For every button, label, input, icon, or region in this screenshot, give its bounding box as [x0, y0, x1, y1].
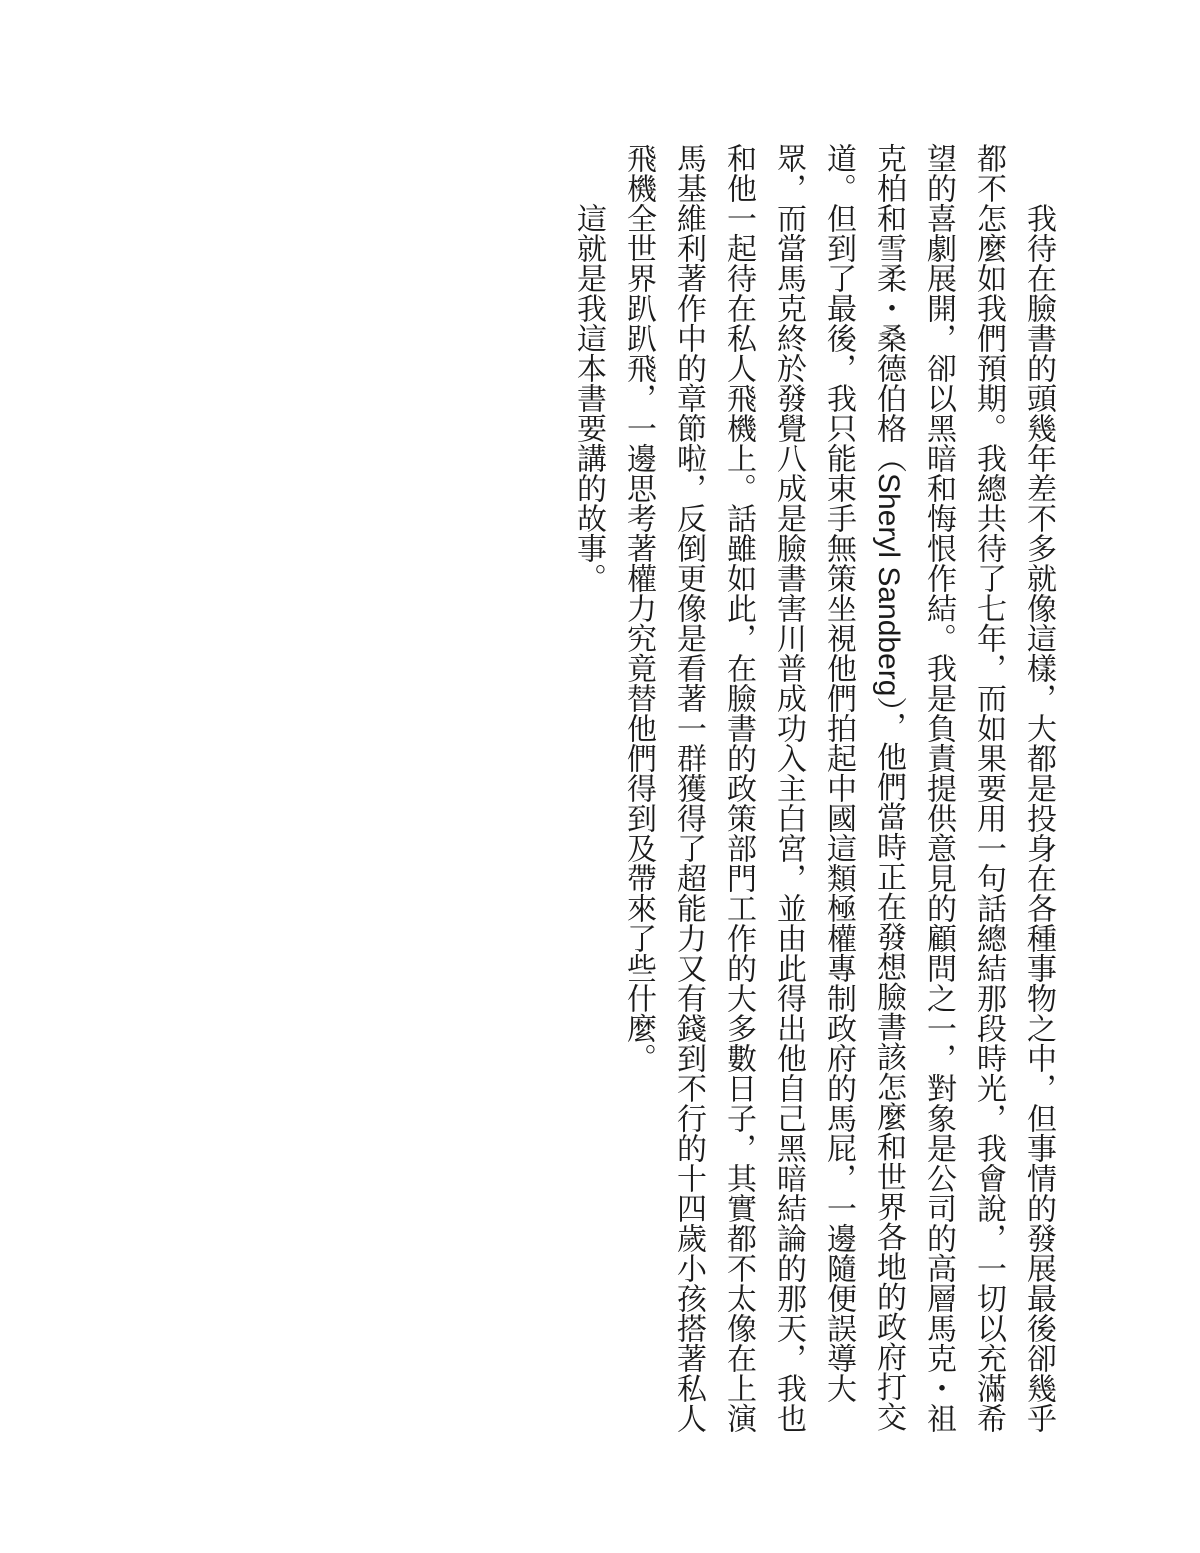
vertical-text-block: [563, 143, 1063, 1433]
closing-paragraph: 這就是我這本書要講的故事。: [572, 203, 605, 593]
body-paragraph: 我待在臉書的頭幾年差不多就像這樣，大都是投身在各種事物之中，但事情的發展最後卻幾乎都不怎麼如我們預期。我總共待了七年，而如果要用一句話總結那段時光，我會說，一切以充滿希望的喜劇展開，卻以黑暗和悔恨作結。我是負責提供意見的顧問之一，對象是公司的高層馬克・祖克柏和雪柔・桑德伯格（Sheryl Sandberg），他們當時正在發想臉書該怎麼和世界各地的政府打交道。但到了最後，我只能束手無策坐視他們拍起中國這類極權專制政府的馬屁，一邊隨便誤導大眾，而當馬克終於發覺八成是臉書害川普成功入主白宮，並由此得出他自己黑暗結論的那天，我也和他一起待在私人飛機上。話雖如此，在臉書的政策部門工作的大多數日子，其實都不太像在上演馬基維利著作中的章節啦，反倒更像是看著一群獲得了超能力又有錢到不行的十四歲小孩搭著私人飛機全世界趴趴飛，一邊思考著權力究竟替他們得到及帶來了些什麼。: [622, 143, 1055, 1433]
